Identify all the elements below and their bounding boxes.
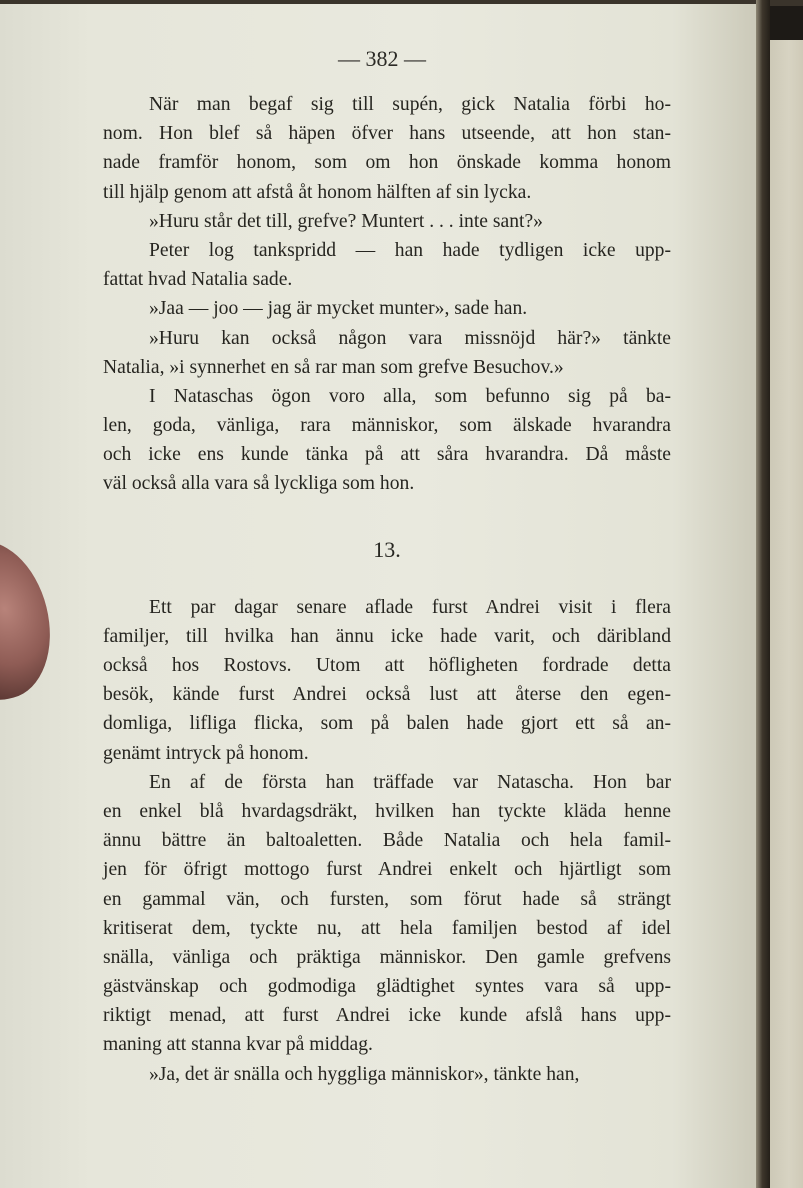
text-line: och icke ens kunde tänka på att såra hvarandra. Då måste xyxy=(103,444,671,466)
paragraph xyxy=(103,768,671,1060)
page-text xyxy=(103,90,671,1089)
text-line: besök, kände furst Andrei också lust att återse den egen- xyxy=(103,684,671,706)
text-line: ännu bättre än baltoaletten. Både Natalia och hela famil- xyxy=(103,830,671,852)
text-line: genämt intryck på honom. xyxy=(103,742,309,764)
book-gutter xyxy=(756,0,770,1188)
section-heading: 13. xyxy=(373,536,401,562)
text-line: »Huru står det till, grefve? Muntert . . . inte sant?» xyxy=(149,210,543,232)
paragraph xyxy=(103,1060,671,1089)
text-after-section xyxy=(103,593,671,1089)
text-line: I Nataschas ögon voro alla, som befunno sig på ba- xyxy=(149,385,671,407)
paragraph xyxy=(103,382,671,499)
text-line: jen för öfrigt mottogo furst Andrei enkelt och hjärtligt som xyxy=(103,859,671,881)
paragraph xyxy=(103,90,671,207)
text-before-section xyxy=(103,90,671,499)
text-line: familjer, till hvilka han ännu icke hade varit, och däribland xyxy=(103,625,671,647)
text-line: en gammal vän, och fursten, som förut hade så strängt xyxy=(103,888,671,910)
text-line: en enkel blå hvardagsdräkt, hvilken han tyckte kläda henne xyxy=(103,800,671,822)
text-line: också hos Rostovs. Utom att höfligheten fordrade detta xyxy=(103,655,671,676)
text-line: En af de första han träffade var Natascha. Hon bar xyxy=(149,771,671,793)
paragraph xyxy=(103,294,671,323)
text-line: riktigt menad, att furst Andrei icke kunde afslå hans upp- xyxy=(103,1005,671,1027)
text-line: Natalia, »i synnerhet en så rar man som grefve Besuchov.» xyxy=(103,356,564,378)
text-line: kritiserat dem, tyckte nu, att hela familjen bestod af idel xyxy=(103,917,671,939)
text-line: snälla, vänliga och präktiga människor. Den gamle grefvens xyxy=(103,946,671,968)
text-line: gästvänskap och godmodiga glädtighet syntes vara så upp- xyxy=(103,976,671,998)
text-line: »Huru kan också någon vara missnöjd här?» tänkte xyxy=(149,327,671,349)
text-line: domliga, lifliga flicka, som på balen hade gjort ett så an- xyxy=(103,713,671,735)
page-number: — 382 — xyxy=(338,46,426,71)
text-line: väl också alla vara så lyckliga som hon. xyxy=(103,473,415,495)
text-line: len, goda, vänliga, rara människor, som älskade hvarandra xyxy=(103,415,671,437)
paragraph xyxy=(103,207,671,236)
text-line: »Ja, det är snälla och hyggliga människor», tänkte han, xyxy=(149,1063,580,1085)
facing-page-edge xyxy=(768,40,803,1188)
text-line: »Jaa — joo — jag är mycket munter», sade han. xyxy=(149,298,528,320)
text-line: nade framför honom, som om hon önskade komma honom xyxy=(103,152,671,174)
paragraph xyxy=(103,324,671,382)
text-line: maning att stanna kvar på middag. xyxy=(103,1034,373,1056)
paragraph xyxy=(103,593,671,768)
paragraph xyxy=(103,236,671,294)
text-line: Ett par dagar senare aflade furst Andrei visit i flera xyxy=(149,596,671,618)
text-line: fattat hvad Natalia sade. xyxy=(103,269,293,291)
text-line: Peter log tankspridd — han hade tydligen icke upp- xyxy=(149,239,671,261)
text-line: När man begaf sig till supén, gick Natalia förbi ho- xyxy=(149,94,671,115)
text-line: till hjälp genom att afstå åt honom hälften af sin lycka. xyxy=(103,181,532,203)
text-line: nom. Hon blef så häpen öfver hans utseende, att hon stan- xyxy=(103,123,671,145)
